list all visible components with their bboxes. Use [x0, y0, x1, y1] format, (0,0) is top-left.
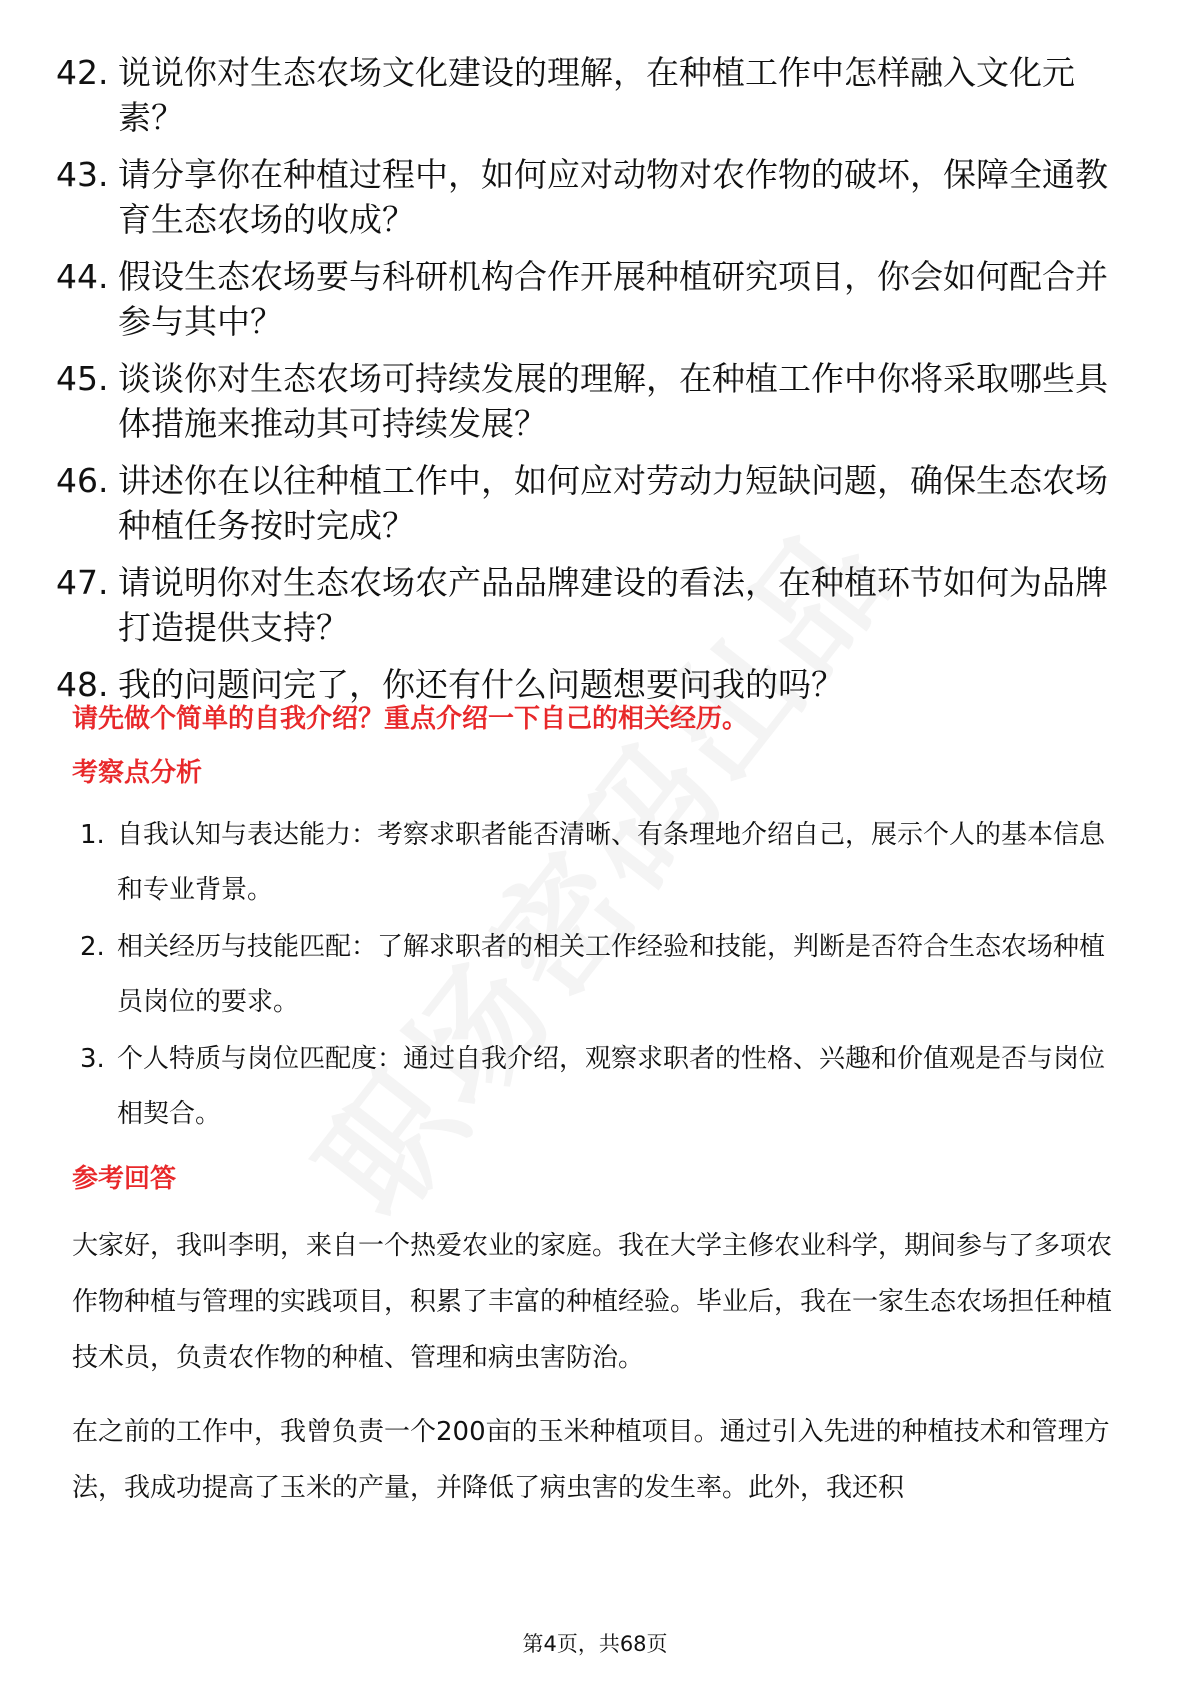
section-title: 请先做个简单的自我介绍？重点介绍一下自己的相关经历。 [72, 704, 749, 734]
page-footer: 第4页，共68页 [522, 1632, 668, 1656]
question-list [56, 50, 1116, 719]
question-number: 42. [56, 53, 109, 92]
question-number: 46. [56, 461, 109, 500]
question-text: 谈谈你对生态农场可持续发展的理解，在种植工作中你将采取哪些具体措施来推动其可持续发展？ [118, 359, 1108, 443]
analysis-item [80, 920, 1120, 1030]
question-number: 47. [56, 563, 109, 602]
analysis-number: 2. [80, 932, 105, 962]
analysis-text: 相关经历与技能匹配：了解求职者的相关工作经验和技能，判断是否符合生态农场种植员岗位的要求。 [117, 932, 1106, 1017]
question-number: 48. [56, 665, 109, 704]
question-text: 讲述你在以往种植工作中，如何应对劳动力短缺问题，确保生态农场种植任务按时完成？ [118, 461, 1108, 545]
answer-paragraph: 在之前的工作中，我曾负责一个200亩的玉米种植项目。通过引入先进的种植技术和管理方法，我成功提高了玉米的产量，并降低了病虫害的发生率。此外，我还积 [72, 1417, 1110, 1503]
answer-paragraph: 大家好，我叫李明，来自一个热爱农业的家庭。我在大学主修农业科学，期间参与了多项农作物种植与管理的实践项目，积累了丰富的种植经验。毕业后，我在一家生态农场担任种植技术员，负责农作物的种植、管理和病虫害防治。 [72, 1231, 1113, 1373]
analysis-number: 3. [80, 1044, 105, 1074]
analysis-text: 个人特质与岗位匹配度：通过自我介绍，观察求职者的性格、兴趣和价值观是否与岗位相契合。 [117, 1044, 1106, 1129]
analysis-text: 自我认知与表达能力：考察求职者能否清晰、有条理地介绍自己，展示个人的基本信息和专业背景。 [117, 820, 1106, 905]
question-number: 44. [56, 257, 109, 296]
question-number: 45. [56, 359, 109, 398]
question-text: 我的问题问完了，你还有什么问题想要问我的吗？ [118, 665, 844, 704]
question-item [56, 152, 1116, 242]
question-item [56, 50, 1116, 140]
analysis-number: 1. [80, 820, 105, 850]
question-item [56, 356, 1116, 446]
question-number: 43. [56, 155, 109, 194]
question-item [56, 254, 1116, 344]
question-text: 请分享你在种植过程中，如何应对动物对农作物的破坏，保障全通教育生态农场的收成？ [118, 155, 1108, 239]
answer-heading: 参考回答 [72, 1164, 177, 1194]
question-text: 假设生态农场要与科研机构合作开展种植研究项目，你会如何配合并参与其中？ [118, 257, 1108, 341]
analysis-list [80, 808, 1120, 1144]
analysis-heading: 考察点分析 [72, 758, 203, 788]
analysis-item [80, 1032, 1120, 1142]
question-item [56, 458, 1116, 548]
question-text: 请说明你对生态农场农产品品牌建设的看法，在种植环节如何为品牌打造提供支持？ [118, 563, 1108, 647]
question-text: 说说你对生态农场文化建设的理解，在种植工作中怎样融入文化元素？ [118, 53, 1075, 137]
question-item [56, 560, 1116, 650]
analysis-item [80, 808, 1120, 918]
